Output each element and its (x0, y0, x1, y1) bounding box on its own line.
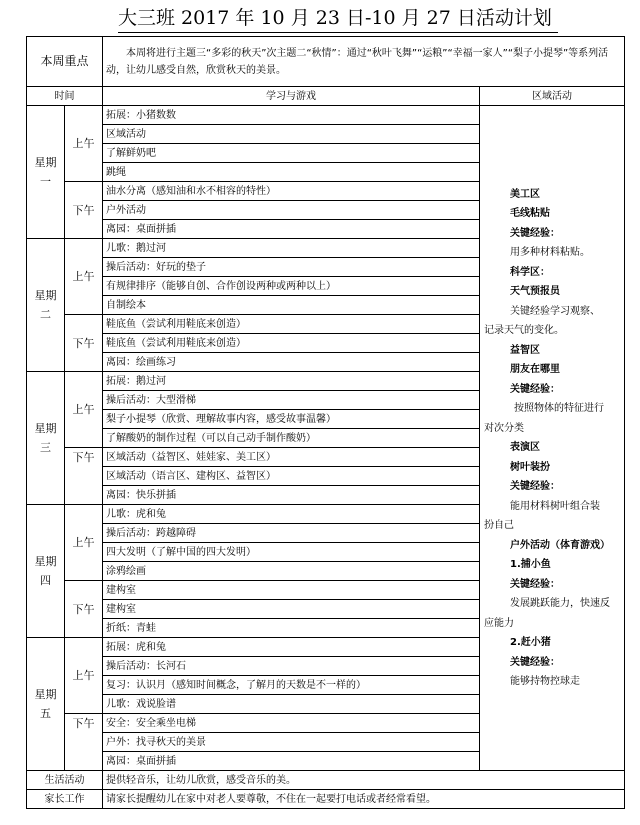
activity-item: 四大发明（了解中国的四大发明） (103, 543, 480, 562)
area-line: 按照物体的特征进行 (514, 403, 605, 414)
activity-item: 户外：找寻秋天的美景 (103, 733, 480, 752)
activity-item: 鞋底鱼（尝试利用鞋底来创造） (103, 315, 480, 334)
activity-item: 儿歌：虎和兔 (103, 505, 480, 524)
day-label: 星期五 (27, 638, 65, 771)
day-label: 星期四 (27, 505, 65, 638)
activity-item: 离园：桌面拼插 (103, 752, 480, 771)
header-time: 时间 (27, 87, 103, 106)
focus-row (27, 37, 625, 87)
day-label: 星期二 (27, 239, 65, 372)
activity-item: 建构室 (103, 581, 480, 600)
activity-item: 复习：认识月（感知时间概念，了解月的天数是不一样的） (103, 676, 480, 695)
parent-text: 请家长提醒幼儿在家中对老人要尊敬，不住在一起要打电话或者经常看望。 (103, 790, 625, 809)
activity-item: 离园：快乐拼插 (103, 486, 480, 505)
parent-label: 家长工作 (27, 790, 103, 809)
slot-pm: 下午 (65, 581, 103, 638)
activity-item: 了解酸奶的制作过程（可以自己动手制作酸奶） (103, 429, 480, 448)
activity-item: 儿歌：鹅过河 (103, 239, 480, 258)
life-row (27, 771, 625, 790)
area-line: 记录天气的变化。 (484, 325, 565, 336)
activity-item: 拓展：虎和兔 (103, 638, 480, 657)
activity-item: 自制绘本 (103, 296, 480, 315)
area-line: 关键经验： (510, 656, 561, 668)
focus-text: 本周将进行主题三“多彩的秋天”次主题二“秋情”：通过“秋叶飞舞”“运粮”“幸福一家人”“梨子小提琴”等系列活动，让幼儿感受自然，欣赏秋天的美景。 (103, 37, 625, 87)
activity-item: 离园：桌面拼插 (103, 220, 480, 239)
activity-item: 建构室 (103, 600, 480, 619)
activity-item: 操后活动：长河石 (103, 657, 480, 676)
slot-am: 上午 (65, 638, 103, 714)
area-line: 关键经验学习观察、 (510, 305, 601, 317)
area-line: 益智区 (510, 344, 541, 356)
area-line: 2.赶小猪 (510, 637, 551, 648)
area-line: 表演区 (510, 442, 541, 453)
area-line: 关键经验： (510, 481, 561, 492)
activity-item: 了解鲜奶吧 (103, 144, 480, 163)
day-label: 星期一 (27, 106, 65, 239)
slot-pm: 下午 (65, 315, 103, 372)
activity-item: 区域活动（语言区、建构区、益智区） (103, 467, 480, 486)
activity-item: 梨子小提琴（欣赏、理解故事内容，感受故事温馨） (103, 410, 480, 429)
activity-item: 区域活动 (103, 125, 480, 144)
activity-item: 户外活动 (103, 201, 480, 220)
activity-item: 折纸：青蛙 (103, 619, 480, 638)
header-row (27, 87, 625, 106)
slot-am: 上午 (65, 505, 103, 581)
activity-item: 区域活动（益智区、娃娃家、美工区） (103, 448, 480, 467)
parent-row (27, 790, 625, 809)
area-line: 1.捕小鱼 (510, 559, 551, 570)
activity-item: 拓展：鹅过河 (103, 372, 480, 391)
slot-pm: 下午 (65, 714, 103, 771)
area-line: 关键经验： (510, 383, 561, 395)
activity-item: 操后活动：大型滑梯 (103, 391, 480, 410)
life-text: 提供轻音乐，让幼儿欣赏，感受音乐的美。 (103, 771, 625, 790)
day-label: 星期三 (27, 372, 65, 505)
area-line: 关键经验： (510, 578, 561, 590)
activity-item: 儿歌：戏说脸谱 (103, 695, 480, 714)
area-line: 天气预报员 (510, 286, 561, 297)
area-line: 树叶装扮 (510, 461, 551, 473)
area-line: 用多种材料粘贴。 (510, 247, 591, 258)
area-line: 关键经验： (510, 227, 561, 239)
page-title: 大三班 2017 年 10 月 23 日-10 月 27 日活动计划 (118, 4, 558, 33)
activity-item: 跳绳 (103, 163, 480, 182)
area-line: 扮自己 (484, 520, 515, 531)
header-area: 区域活动 (480, 87, 625, 106)
plan-table (26, 36, 625, 809)
slot-am: 上午 (65, 239, 103, 315)
activity-item: 鞋底鱼（尝试利用鞋底来创造） (103, 334, 480, 353)
area-line: 户外活动（体育游戏） (510, 539, 611, 551)
header-learn: 学习与游戏 (103, 87, 480, 106)
slot-pm: 下午 (65, 448, 103, 505)
activity-item: 操后活动：好玩的垫子 (103, 258, 480, 277)
area-line: 发展跳跃能力，快速反 (510, 598, 611, 609)
life-label: 生活活动 (27, 771, 103, 790)
slot-am: 上午 (65, 372, 103, 448)
area-activities (480, 106, 625, 771)
area-line: 美工区 (510, 188, 541, 200)
slot-pm: 下午 (65, 182, 103, 239)
area-line: 朋友在哪里 (510, 364, 561, 375)
area-line: 对次分类 (484, 422, 525, 434)
activity-item: 离园：绘画练习 (103, 353, 480, 372)
activity-item: 有规律排序（能够自创、合作创设两种或两种以上） (103, 277, 480, 296)
activity-item: 油水分离（感知油和水不相容的特性） (103, 182, 480, 201)
area-line: 能够持物控球走 (510, 676, 581, 687)
area-line: 科学区： (510, 266, 551, 278)
focus-label: 本周重点 (27, 37, 103, 87)
activity-item: 操后活动：跨越障碍 (103, 524, 480, 543)
activity-item: 安全：安全乘坐电梯 (103, 714, 480, 733)
area-line: 毛线粘贴 (510, 208, 551, 219)
area-line: 能用材料树叶组合装 (510, 500, 601, 512)
area-line: 应能力 (484, 617, 515, 629)
activity-item: 涂鸦绘画 (103, 562, 480, 581)
slot-am: 上午 (65, 106, 103, 182)
activity-item: 拓展：小猪数数 (103, 106, 480, 125)
